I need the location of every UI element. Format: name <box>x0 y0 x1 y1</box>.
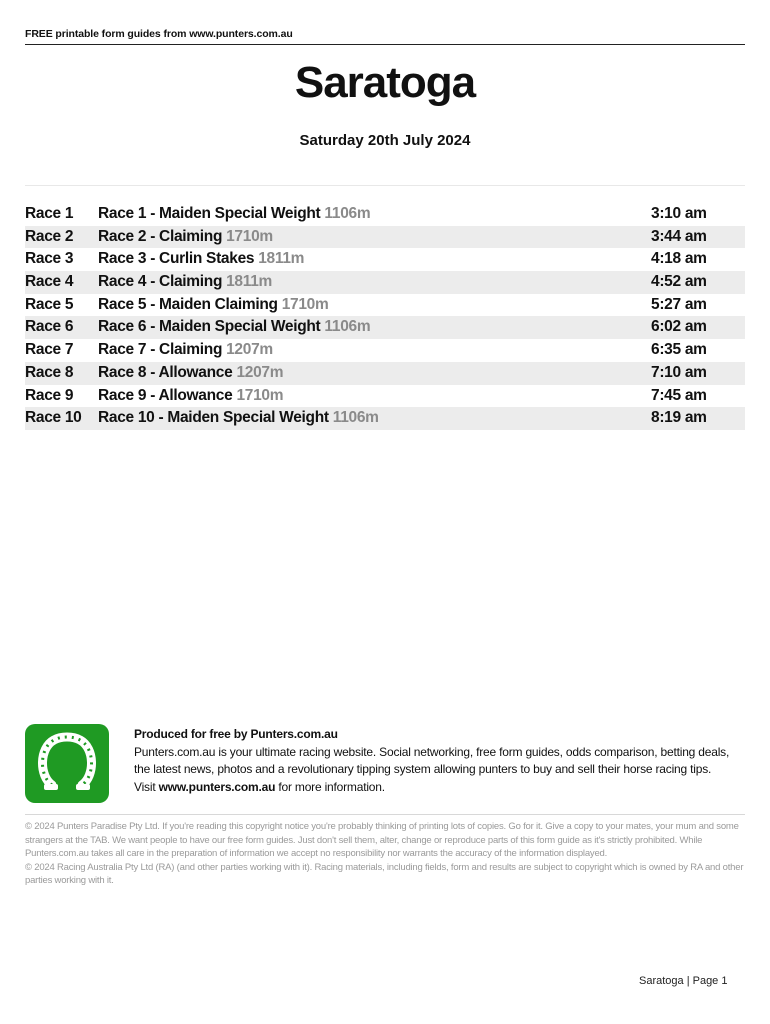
race-distance: 1106m <box>324 318 371 336</box>
race-distance: 1710m <box>236 386 284 404</box>
race-number: Race 4 <box>25 273 74 291</box>
race-name <box>98 226 273 249</box>
race-row <box>25 226 745 249</box>
race-title: Race 7 - Claiming <box>98 341 223 359</box>
race-number: Race 8 <box>25 363 74 381</box>
race-number: Race 5 <box>25 295 74 313</box>
header-divider <box>25 185 745 186</box>
horseshoe-icon <box>25 724 109 803</box>
race-name <box>98 385 283 408</box>
race-name <box>98 407 379 430</box>
race-name <box>98 294 328 317</box>
race-row <box>25 385 745 408</box>
race-distance: 1106m <box>324 205 371 222</box>
race-title: Race 2 - Claiming <box>98 227 223 245</box>
race-row <box>25 316 745 339</box>
race-number: Race 2 <box>25 227 74 245</box>
race-name <box>98 203 370 226</box>
legal-paragraph: © 2024 Punters Paradise Pty Ltd. If you're reading this copyright notice you're probably thinking of printing lots of copies. Go for it. Give a copy to your mates, your mum and some strangers at the TAB. We want people to have our free form guides. Just don't sell them, alter, change or reproduce parts of this form guide as it's strictly prohibited. While Punters.com.au takes all care in the preparation of information we accept no responsibility nor warrants the accuracy of the information displayed. <box>25 821 739 860</box>
race-name <box>98 248 304 271</box>
promo-block <box>134 726 744 796</box>
race-name <box>98 271 272 294</box>
race-time: 6:02 am <box>651 318 707 336</box>
legal-notice <box>25 820 745 888</box>
race-time: 7:45 am <box>651 386 707 404</box>
promo-heading: Produced for free by Punters.com.au <box>134 727 338 741</box>
race-title: Race 10 - Maiden Special Weight <box>98 409 329 427</box>
race-time: 6:35 am <box>651 341 707 359</box>
race-name <box>98 316 370 339</box>
race-time: 5:27 am <box>651 295 707 313</box>
race-distance: 1207m <box>226 341 273 359</box>
race-distance: 1207m <box>236 363 284 381</box>
punters-logo <box>25 724 109 803</box>
race-number: Race 1 <box>25 205 74 222</box>
race-title: Race 6 - Maiden Special Weight <box>98 318 321 336</box>
race-time: 7:10 am <box>651 363 707 381</box>
race-title: Race 5 - Maiden Claiming <box>98 295 278 313</box>
race-distance: 1811m <box>258 250 305 268</box>
race-number: Race 7 <box>25 341 74 359</box>
race-distance: 1106m <box>332 409 379 427</box>
race-time: 4:52 am <box>651 273 707 291</box>
legal-divider <box>25 814 745 815</box>
race-distance: 1811m <box>226 273 273 291</box>
race-title: Race 9 - Allowance <box>98 386 233 404</box>
legal-paragraph: © 2024 Racing Australia Pty Ltd (RA) (and other parties working with it). Racing materials, including fields, form and results are subject to copyright which is owned by RA and other parties working with it. <box>25 861 744 887</box>
promo-visit-suffix: for more information. <box>275 779 385 794</box>
race-row <box>25 248 745 271</box>
race-time: 4:18 am <box>651 250 707 268</box>
race-number: Race 3 <box>25 250 74 268</box>
race-title: Race 1 - Maiden Special Weight <box>98 205 321 222</box>
race-title: Race 4 - Claiming <box>98 273 223 291</box>
promo-body: Punters.com.au is your ultimate racing website. Social networking, free form guides, odds comparison, betting deals, the latest news, photos and a revolutionary tipping system allowing punters to buy and sell their horse racing tips. <box>134 744 730 776</box>
race-number: Race 10 <box>25 409 82 427</box>
race-time: 3:44 am <box>651 227 707 245</box>
race-row <box>25 362 745 385</box>
race-row <box>25 271 745 294</box>
race-distance: 1710m <box>226 227 273 245</box>
race-distance: 1710m <box>281 295 329 313</box>
race-name <box>98 362 283 385</box>
promo-visit-line <box>134 779 744 797</box>
race-row <box>25 407 745 430</box>
race-row <box>25 339 745 362</box>
promo-visit-prefix: Visit <box>134 779 159 794</box>
header-tagline: FREE printable form guides from www.punters.com.au <box>25 28 745 45</box>
venue-title: Saratoga <box>294 58 476 107</box>
race-row <box>25 203 745 226</box>
race-name <box>98 339 273 362</box>
race-time: 3:10 am <box>651 205 707 222</box>
race-list <box>25 203 745 430</box>
race-title: Race 8 - Allowance <box>98 363 233 381</box>
punters-link[interactable]: www.punters.com.au <box>158 779 276 794</box>
race-row <box>25 294 745 317</box>
race-title: Race 3 - Curlin Stakes <box>98 250 255 268</box>
race-time: 8:19 am <box>651 409 707 427</box>
page-footer: Saratoga | Page 1 <box>639 975 728 987</box>
meeting-date: Saturday 20th July 2024 <box>299 132 471 149</box>
race-number: Race 6 <box>25 318 74 336</box>
race-number: Race 9 <box>25 386 74 404</box>
